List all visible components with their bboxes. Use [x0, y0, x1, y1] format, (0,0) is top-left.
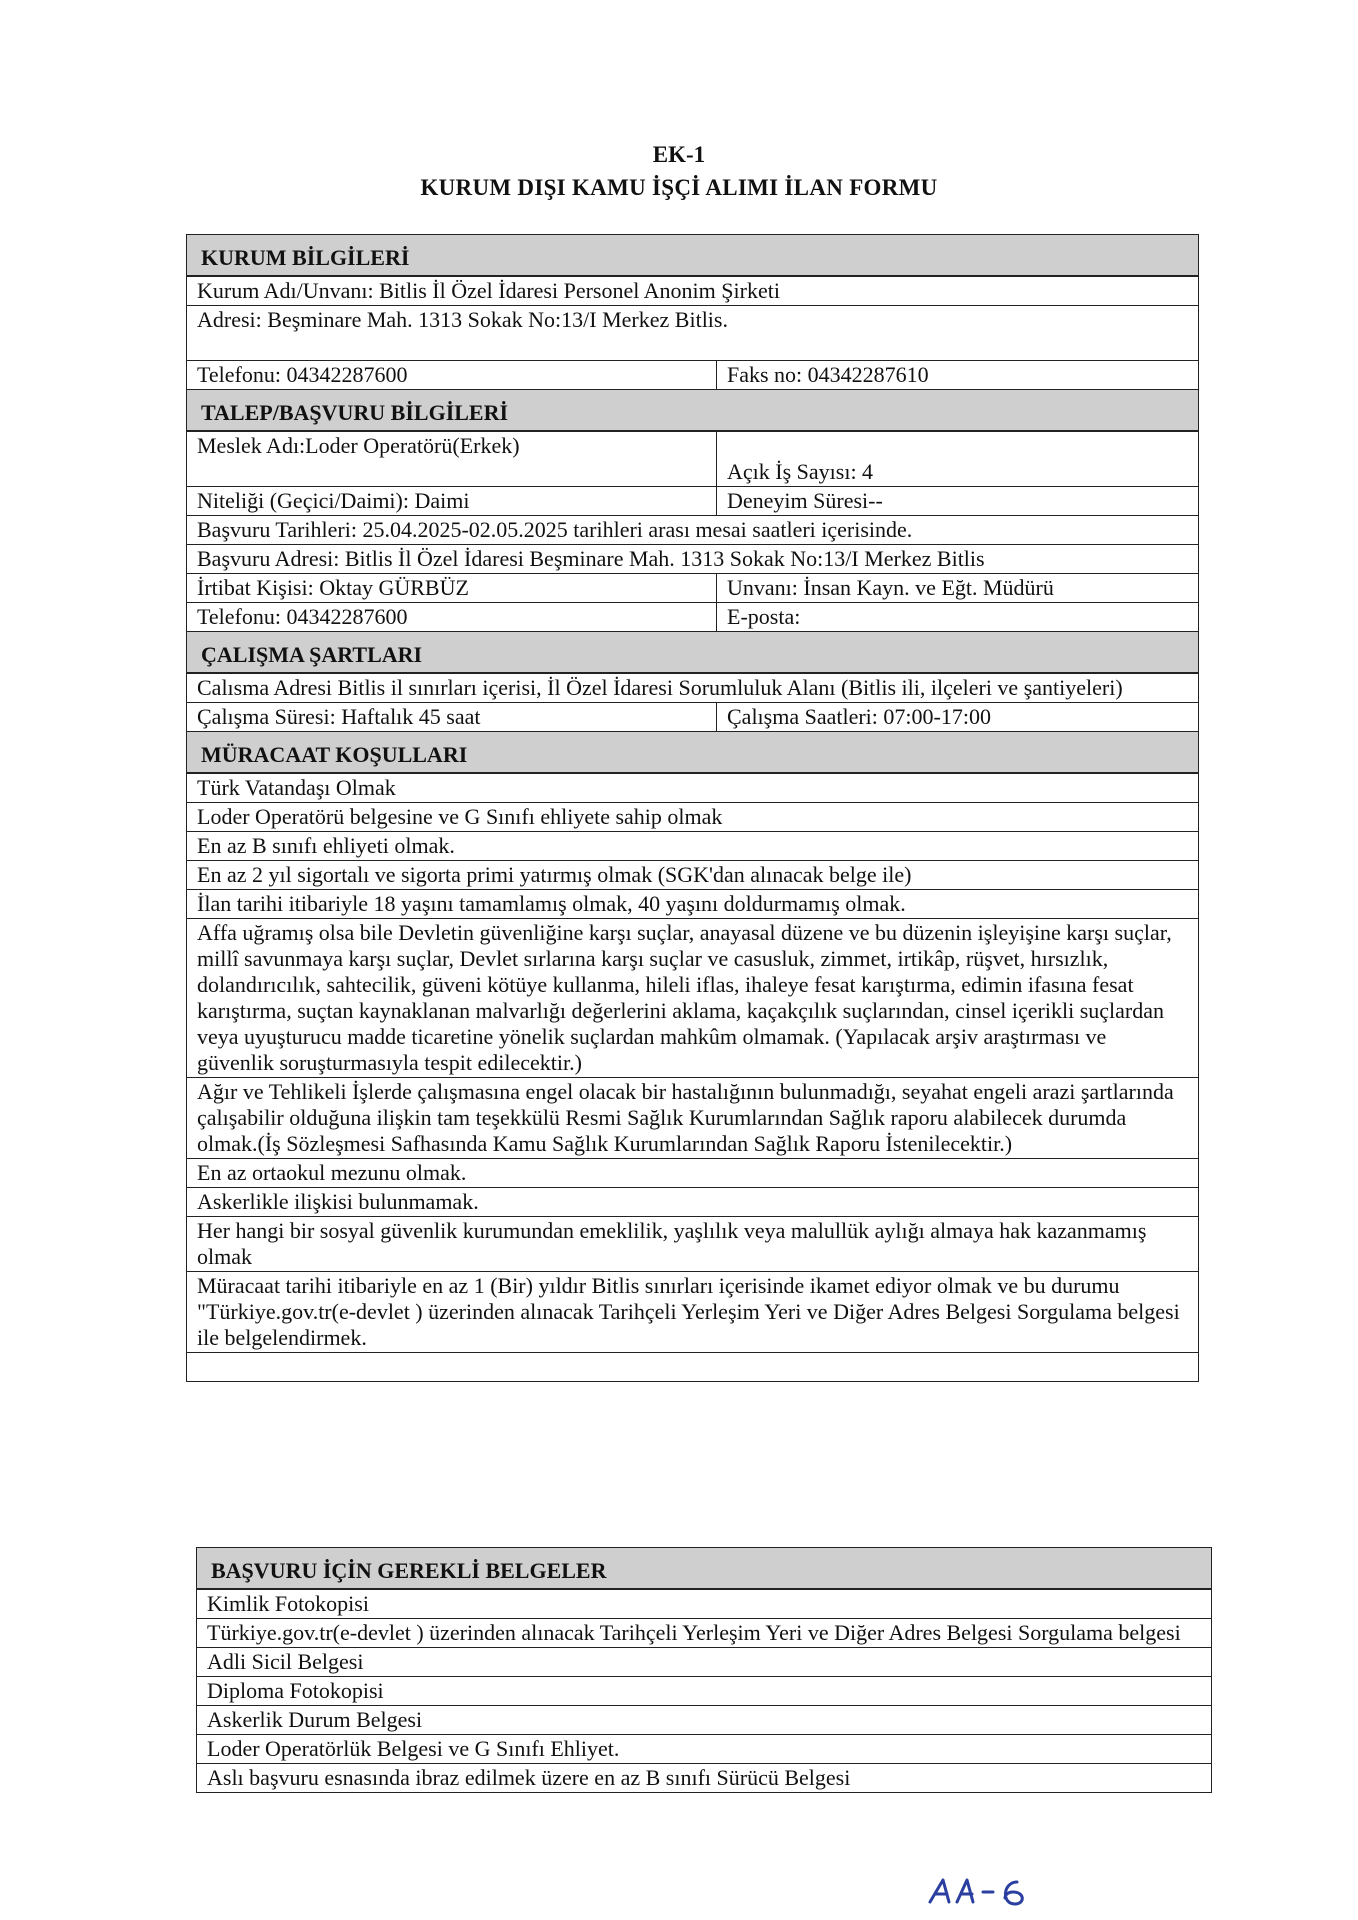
muracaat-item: Ağır ve Tehlikeli İşlerde çalışmasına engel olacak bir hastalığının bulunmadığı, seyahat engeli arazi şartlarında çalışabilir olduğuna ilişkin tam teşekkülü Resmi Sağlık Kurumlarından Sağlık raporu alabilecek durumda olmak.(İş Sözleşmesi Safhasında Kamu Sağlık Kurumlarından Sağlık Raporu İstenilecektir.) — [187, 1078, 1199, 1159]
talep-open-positions: Açık İş Sayısı: 4 — [717, 431, 1199, 487]
belge-item: Kimlik Fotokopisi — [197, 1589, 1212, 1619]
belge-item: Loder Operatörlük Belgesi ve G Sınıfı Ehliyet. — [197, 1735, 1212, 1764]
calisma-duration: Çalışma Süresi: Haftalık 45 saat — [187, 703, 717, 732]
talep-phone: Telefonu: 04342287600 — [187, 603, 717, 632]
belge-item: Askerlik Durum Belgesi — [197, 1706, 1212, 1735]
belge-item: Adli Sicil Belgesi — [197, 1648, 1212, 1677]
talep-contact-title: Unvanı: İnsan Kayn. ve Eğt. Müdürü — [717, 574, 1199, 603]
calisma-hours: Çalışma Saatleri: 07:00-17:00 — [717, 703, 1199, 732]
annex-label: EK-1 — [652, 142, 706, 167]
muracaat-item: En az B sınıfı ehliyeti olmak. — [187, 832, 1199, 861]
muracaat-item: Affa uğramış olsa bile Devletin güvenliğine karşı suçlar, anayasal düzene ve bu düzenin işleyişine karşı suçlar, millî savunmaya karşı suçlar, Devlet sırlarına karşı suçlar ve casusluk, zimmet, irtikâp, rüşvet, hırsızlık, dolandırıcılık, sahtecilik, güveni kötüye kullanma, hileli iflas, ihaleye fesat karıştırma, edimin ifasına fesat karıştırma, suçtan kaynaklanan malvarlığı değerlerini aklama, kaçakçılık suçlarından, cinsel içerikli suçlardan veya uyuşturucu madde ticaretine yönelik suçlardan mahkûm olmamak. (Yapılacak arşiv araştırması ve güvenlik soruşturmasıyla tespit edilecektir.) — [187, 919, 1199, 1078]
blank-row — [187, 1353, 1199, 1382]
initials-mark — [925, 1872, 1035, 1912]
muracaat-item: Müracaat tarihi itibariyle en az 1 (Bir) yıldır Bitlis sınırları içerisinde ikamet ediyor olmak ve bu durumu "Türkiye.gov.tr(e-devlet ) üzerinden alınacak Tarihçeli Yerleşim Yeri ve Diğer Adres Belgesi Sorgulama belgesi ile belgelendirmek. — [187, 1272, 1199, 1353]
muracaat-item: Askerlikle ilişkisi bulunmamak. — [187, 1188, 1199, 1217]
muracaat-item: En az 2 yıl sigortalı ve sigorta primi yatırmış olmak (SGK'dan alınacak belge ile) — [187, 861, 1199, 890]
belge-item: Türkiye.gov.tr(e-devlet ) üzerinden alınacak Tarihçeli Yerleşim Yeri ve Diğer Adres Belgesi Sorgulama belgesi — [197, 1619, 1212, 1648]
talep-experience: Deneyim Süresi-- — [717, 487, 1199, 516]
muracaat-item: Loder Operatörü belgesine ve G Sınıfı ehliyete sahip olmak — [187, 803, 1199, 832]
muracaat-item: İlan tarihi itibariyle 18 yaşını tamamlamış olmak, 40 yaşını doldurmamış olmak. — [187, 890, 1199, 919]
section-belgeler-title: BAŞVURU İÇİN GEREKLİ BELGELER — [197, 1548, 1212, 1590]
form-table — [186, 234, 1199, 1382]
muracaat-item: Her hangi bir sosyal güvenlik kurumundan emeklilik, yaşlılık veya malullük aylığı almaya hak kazanmamış olmak — [187, 1217, 1199, 1272]
handwritten-initials — [925, 1872, 1035, 1919]
kurum-name: Kurum Adı/Unvanı: Bitlis İl Özel İdaresi Personel Anonim Şirketi — [187, 276, 1199, 306]
section-talep-title: TALEP/BAŞVURU BİLGİLERİ — [187, 390, 1199, 432]
talep-contact: İrtibat Kişisi: Oktay GÜRBÜZ — [187, 574, 717, 603]
talep-address: Başvuru Adresi: Bitlis İl Özel İdaresi Beşminare Mah. 1313 Sokak No:13/I Merkez Bitlis — [187, 545, 1199, 574]
belge-item: Diploma Fotokopisi — [197, 1677, 1212, 1706]
muracaat-item: En az ortaokul mezunu olmak. — [187, 1159, 1199, 1188]
talep-profession: Meslek Adı:Loder Operatörü(Erkek) — [187, 431, 717, 487]
documents-table — [196, 1547, 1212, 1793]
kurum-address: Adresi: Beşminare Mah. 1313 Sokak No:13/I Merkez Bitlis. — [187, 306, 1199, 361]
section-muracaat-title: MÜRACAAT KOŞULLARI — [187, 732, 1199, 774]
talep-nature: Niteliği (Geçici/Daimi): Daimi — [187, 487, 717, 516]
kurum-phone: Telefonu: 04342287600 — [187, 361, 717, 390]
belge-item: Aslı başvuru esnasında ibraz edilmek üzere en az B sınıfı Sürücü Belgesi — [197, 1764, 1212, 1793]
calisma-address: Calısma Adresi Bitlis il sınırları içerisi, İl Özel İdaresi Sorumluluk Alanı (Bitlis ili, ilçeleri ve şantiyeleri) — [187, 673, 1199, 703]
talep-email: E-posta: — [717, 603, 1199, 632]
section-calisma-title: ÇALIŞMA ŞARTLARI — [187, 632, 1199, 674]
kurum-fax: Faks no: 04342287610 — [717, 361, 1199, 390]
talep-dates: Başvuru Tarihleri: 25.04.2025-02.05.2025 tarihleri arası mesai saatleri içerisinde. — [187, 516, 1199, 545]
form-title: KURUM DIŞI KAMU İŞÇİ ALIMI İLAN FORMU — [420, 175, 938, 200]
section-kurum-title: KURUM BİLGİLERİ — [187, 235, 1199, 277]
muracaat-item: Türk Vatandaşı Olmak — [187, 773, 1199, 803]
